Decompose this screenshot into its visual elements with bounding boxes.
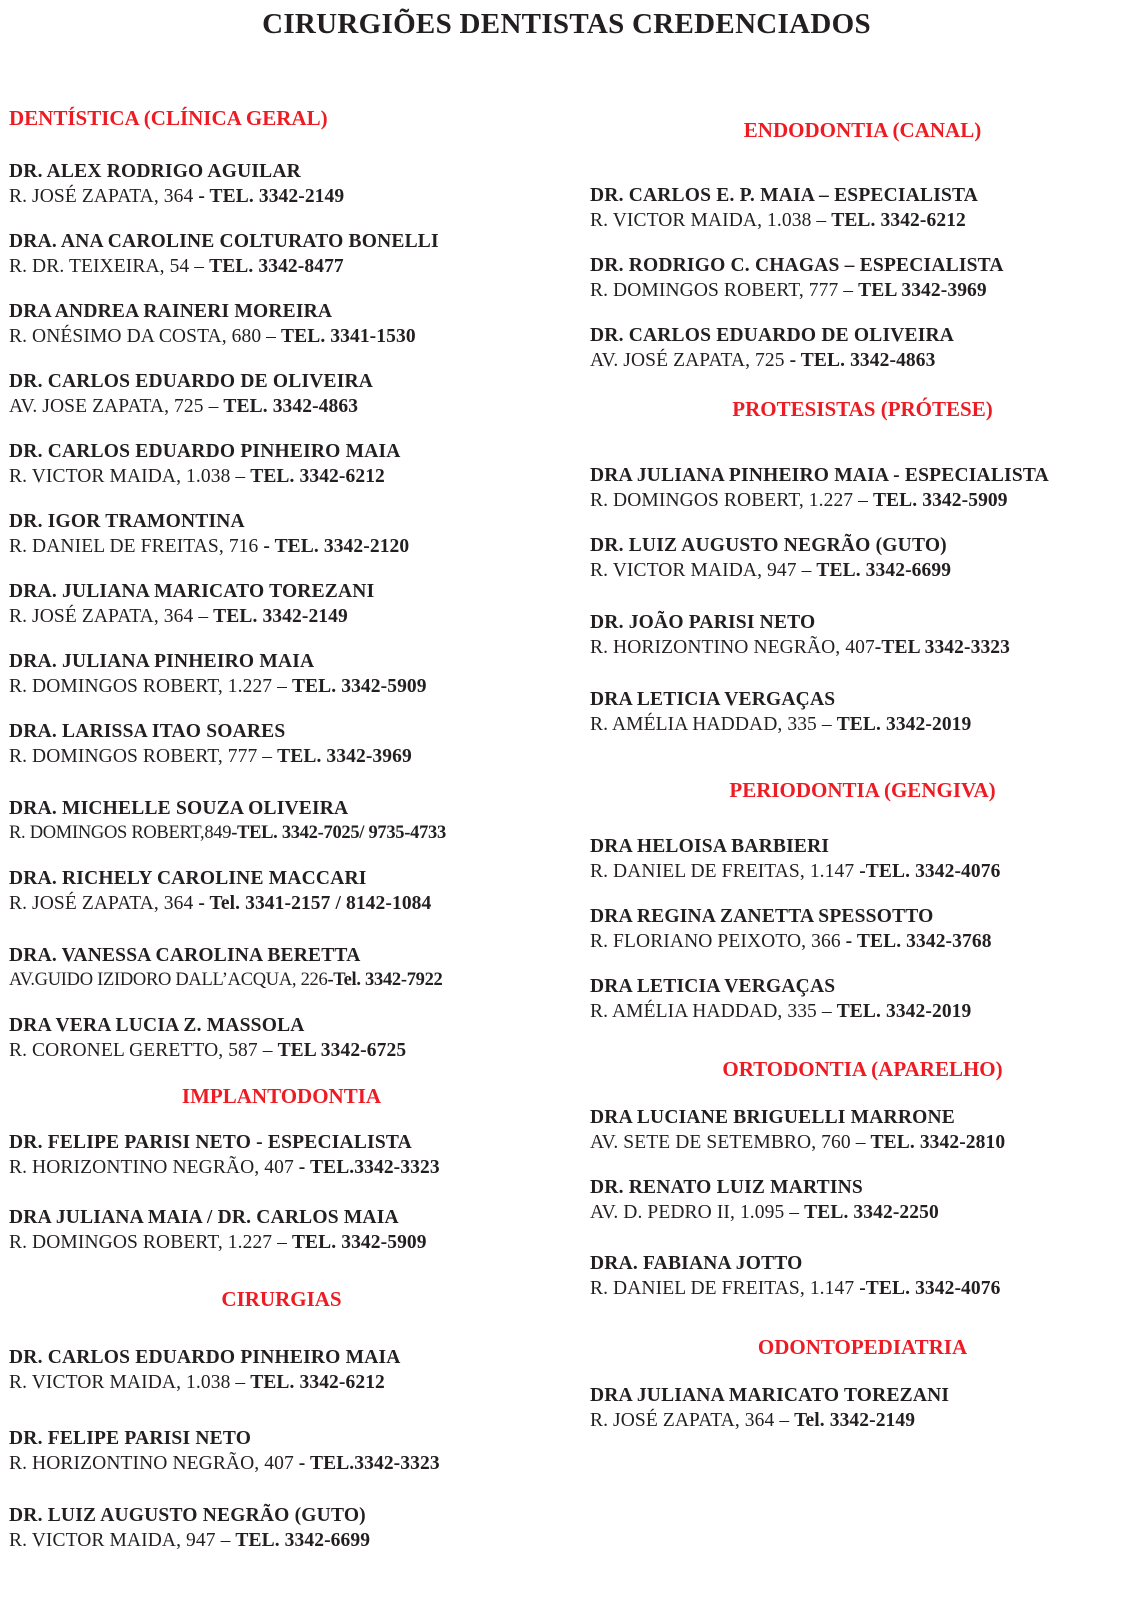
dentist-name: DRA. ANA CAROLINE COLTURATO BONELLI (9, 231, 439, 252)
dentist-address: R. DOMINGOS ROBERT, 1.227 – (590, 490, 873, 511)
dentist-entry (590, 1105, 1005, 1155)
tel-label: TEL. (281, 326, 331, 347)
dentist-phone: 3342-3768 (906, 931, 992, 952)
dentist-entry (9, 369, 373, 419)
tel-label: TEL (858, 280, 902, 301)
dentist-name: DRA. VANESSA CAROLINA BERETTA (9, 945, 361, 966)
dentist-name: DRA. MICHELLE SOUZA OLIVEIRA (9, 798, 349, 819)
dentist-address: R. JOSÉ ZAPATA, 364 (9, 893, 199, 914)
dentist-entry (9, 1013, 406, 1063)
dentist-name: DRA JULIANA PINHEIRO MAIA - ESPECIALISTA (590, 465, 1049, 486)
dentist-address: R. ONÉSIMO DA COSTA, 680 – (9, 326, 281, 347)
tel-label: - TEL. (263, 536, 324, 557)
tel-label: Tel. (794, 1410, 830, 1431)
tel-label: TEL. (816, 560, 866, 581)
dentist-address-line (590, 348, 954, 373)
tel-label: -TEL. (859, 1278, 916, 1299)
dentist-name: DR. LUIZ AUGUSTO NEGRÃO (GUTO) (9, 1505, 366, 1526)
dentist-phone: 3342-6212 (299, 1372, 385, 1393)
dentist-name: DRA LETICIA VERGAÇAS (590, 976, 836, 997)
dentist-address-line (9, 604, 374, 629)
dentist-address: R. DOMINGOS ROBERT, 777 – (9, 746, 278, 767)
dentist-phone: 3342-4863 (850, 350, 936, 371)
dentist-address: R. HORIZONTINO NEGRÃO, 407 (590, 637, 875, 658)
dentist-address: R. JOSÉ ZAPATA, 364 – (9, 606, 214, 627)
dentist-address-line (590, 929, 992, 954)
section-title-implantodontia: IMPLANTODONTIA (181, 1084, 382, 1108)
dentist-name: DRA ANDREA RAINERI MOREIRA (9, 301, 333, 322)
dentist-name: DR. CARLOS EDUARDO PINHEIRO MAIA (9, 1347, 401, 1368)
tel-label: TEL. (872, 490, 923, 511)
tel-label: TEL. (291, 1232, 342, 1253)
dentist-entry (590, 323, 954, 373)
dentist-address-line (590, 1130, 1005, 1155)
dentist-phone: 3342-7025/ 9735-4733 (281, 823, 446, 843)
dentist-address: R. DANIEL DE FREITAS, 1.147 (590, 1278, 860, 1299)
dentist-address: R. DOMINGOS ROBERT, 777 – (590, 280, 859, 301)
dentist-address: R. AMÉLIA HADDAD, 335 – (590, 1001, 837, 1022)
section-title-protesistas: PROTESISTAS (PRÓTESE) (732, 397, 993, 421)
dentist-name: DR. CARLOS EDUARDO PINHEIRO MAIA (9, 441, 401, 462)
dentist-name: DRA. RICHELY CAROLINE MACCARI (9, 868, 367, 889)
dentist-address-line (9, 1451, 440, 1476)
tel-label: TEL. (277, 746, 327, 767)
dentist-phone: 3342-6212 (299, 466, 385, 487)
dentist-entry (9, 579, 374, 629)
dentist-entry (590, 1251, 1000, 1301)
section-title-periodontia: PERIODONTIA (GENGIVA) (729, 778, 996, 802)
dentist-phone: 3342-2149 (258, 186, 345, 207)
tel-label: TEL. (836, 714, 886, 735)
tel-label: TEL. (213, 606, 263, 627)
dentist-name: DR. JOÃO PARISI NETO (590, 612, 816, 633)
dentist-entry (590, 834, 1000, 884)
dentist-address-line (590, 712, 971, 737)
dentist-address-line (9, 1155, 440, 1180)
tel-label: TEL. (804, 1202, 854, 1223)
dentist-address-line (590, 999, 971, 1024)
dentist-address-line (9, 1038, 406, 1063)
dentist-address: R. VICTOR MAIDA, 1.038 – (9, 466, 251, 487)
dentist-phone: 3342-4076 (915, 1278, 1001, 1299)
dentist-address: R. DANIEL DE FREITAS, 1.147 (590, 861, 860, 882)
dentist-entry (9, 866, 431, 916)
dentist-phone: 3342-6699 (284, 1530, 371, 1551)
dentist-address-line (9, 674, 427, 699)
dentist-name: DRA VERA LUCIA Z. MASSOLA (9, 1015, 305, 1036)
dentist-name: DRA JULIANA MARICATO TOREZANI (590, 1385, 950, 1406)
dentist-name: DRA. FABIANA JOTTO (590, 1253, 803, 1274)
dentist-address: R. DOMINGOS ROBERT, 1.227 – (9, 676, 292, 697)
dentist-address: R. DOMINGOS ROBERT, 1.227 – (9, 1232, 292, 1253)
dentist-address: R. JOSÉ ZAPATA, 364 (9, 186, 199, 207)
dentist-phone: 3342-3969 (901, 280, 987, 301)
tel-label: - TEL. (298, 1453, 355, 1474)
tel-label: - TEL. (845, 931, 907, 952)
dentist-entry (590, 533, 951, 583)
dentist-phone: 3342-3323 (354, 1157, 440, 1178)
dentist-phone: 3342-5909 (922, 490, 1008, 511)
dentist-address-line (9, 394, 373, 419)
dentist-address-line (9, 1230, 427, 1255)
dentist-address: R. VICTOR MAIDA, 1.038 – (590, 210, 832, 231)
dentist-address-line (590, 488, 1049, 513)
section-title-cirurgias: CIRURGIAS (221, 1287, 342, 1311)
dentist-name: DRA. LARISSA ITAO SOARES (9, 721, 286, 742)
dentist-address-line (9, 1370, 401, 1395)
section-title-odontopediatria: ODONTOPEDIATRIA (757, 1335, 968, 1359)
dentist-entry (9, 796, 446, 846)
dentist-phone: 3342-3323 (354, 1453, 440, 1474)
dentist-name: DR. LUIZ AUGUSTO NEGRÃO (GUTO) (590, 535, 947, 556)
dentist-phone: 3342-2019 (885, 1001, 972, 1022)
tel-label: -TEL. (231, 823, 282, 843)
dentist-entry (9, 1345, 401, 1395)
dentist-entry (9, 1426, 440, 1476)
dentist-entry (590, 904, 992, 954)
dentist-name: DR. CARLOS E. P. MAIA – ESPECIALISTA (590, 185, 979, 206)
dentist-address: AV. SETE DE SETEMBRO, 760 – (590, 1132, 871, 1153)
dentist-address-line (590, 1276, 1000, 1301)
tel-label: TEL. (250, 1372, 300, 1393)
tel-label: TEL. (223, 396, 273, 417)
dentist-phone: 3342-2149 (829, 1410, 916, 1431)
dentist-address: R. JOSÉ ZAPATA, 364 – (590, 1410, 795, 1431)
dentist-address-line (9, 464, 401, 489)
dentist-address: R. DANIEL DE FREITAS, 716 (9, 536, 264, 557)
dentist-entry (590, 687, 971, 737)
dentist-address-line (590, 278, 1004, 303)
dentist-entry (590, 183, 978, 233)
dentist-name: DR. RENATO LUIZ MARTINS (590, 1177, 863, 1198)
dentist-entry (590, 974, 971, 1024)
dentist-address-line (590, 1408, 949, 1433)
page-title: CIRURGIÕES DENTISTAS CREDENCIADOS (262, 8, 871, 40)
dentist-name: DR. FELIPE PARISI NETO - ESPECIALISTA (9, 1132, 412, 1153)
dentist-entry (9, 159, 344, 209)
dentist-address-line (9, 254, 439, 279)
section-title-ortodontia: ORTODONTIA (APARELHO) (722, 1057, 1003, 1081)
dentist-name: DR. IGOR TRAMONTINA (9, 511, 245, 532)
dentist-address-line (9, 324, 416, 349)
dentist-name: DR. FELIPE PARISI NETO (9, 1428, 252, 1449)
dentist-entry (590, 610, 1010, 660)
dentist-phone: 3341-2157 / 8142-1084 (245, 893, 432, 914)
dentist-phone: 3342-8477 (258, 256, 344, 277)
dentist-entry (9, 439, 401, 489)
tel-label: TEL (277, 1040, 321, 1061)
dentist-phone: 3342-2019 (885, 714, 972, 735)
tel-label: TEL. (836, 1001, 886, 1022)
dentist-address: R. VICTOR MAIDA, 1.038 – (9, 1372, 251, 1393)
dentist-address: AV. JOSÉ ZAPATA, 725 (590, 350, 790, 371)
dentist-entry (9, 229, 439, 279)
tel-label: TEL. (870, 1132, 920, 1153)
tel-label: - TEL. (198, 186, 259, 207)
dentist-name: DRA REGINA ZANETTA SPESSOTTO (590, 906, 934, 927)
dentist-entry (9, 299, 416, 349)
dentist-name: DR. ALEX RODRIGO AGUILAR (9, 161, 301, 182)
dentist-name: DR. RODRIGO C. CHAGAS – ESPECIALISTA (590, 255, 1004, 276)
dentist-address-line (9, 891, 431, 916)
dentist-phone: 3341-1530 (330, 326, 416, 347)
dentist-address-line (9, 534, 409, 559)
dentist-phone: 3342-5909 (341, 676, 427, 697)
dentist-phone: 3342-7922 (365, 970, 443, 990)
dentist-entry (9, 1205, 427, 1255)
dentist-name: DRA. JULIANA MARICATO TOREZANI (9, 581, 375, 602)
dentist-address: R. FLORIANO PEIXOTO, 366 (590, 931, 846, 952)
dentist-entry (9, 1503, 370, 1553)
section-title-dentistica: DENTÍSTICA (CLÍNICA GERAL) (9, 106, 328, 130)
tel-label: TEL. (235, 1530, 285, 1551)
dentist-phone: 3342-6212 (880, 210, 966, 231)
dentist-address: R. CORONEL GERETTO, 587 – (9, 1040, 278, 1061)
tel-label: TEL. (831, 210, 881, 231)
dentist-address: R. HORIZONTINO NEGRÃO, 407 (9, 1157, 299, 1178)
dentist-address: R. DR. TEIXEIRA, 54 – (9, 256, 210, 277)
dentist-entry (590, 253, 1004, 303)
dentist-name: DR. CARLOS EDUARDO DE OLIVEIRA (590, 325, 955, 346)
tel-label: -TEL (874, 637, 925, 658)
dentist-name: DRA LUCIANE BRIGUELLI MARRONE (590, 1107, 955, 1128)
dentist-address-line (9, 184, 344, 209)
dentist-phone: 3342-2120 (323, 536, 410, 557)
dentist-phone: 3342-5909 (341, 1232, 427, 1253)
tel-label: TEL. (250, 466, 300, 487)
dentist-phone: 3342-2250 (853, 1202, 939, 1223)
dentist-name: DR. CARLOS EDUARDO DE OLIVEIRA (9, 371, 374, 392)
dentist-phone: 3342-6699 (865, 560, 952, 581)
dentist-phone: 3342-4076 (915, 861, 1001, 882)
tel-label: TEL. (291, 676, 342, 697)
dentist-address-line (9, 744, 412, 769)
tel-label: -TEL. (859, 861, 916, 882)
dentist-address-line (590, 1200, 939, 1225)
dentist-phone: 3342-2149 (262, 606, 348, 627)
dentist-address-line (9, 968, 443, 993)
dentist-address: R. DOMINGOS ROBERT,849 (9, 823, 232, 843)
dentist-phone: 3342-4863 (272, 396, 359, 417)
dentist-phone: 3342-3323 (924, 637, 1011, 658)
dentist-entry (9, 1130, 440, 1180)
dentist-entry (9, 943, 443, 993)
dentist-address: R. HORIZONTINO NEGRÃO, 407 (9, 1453, 299, 1474)
dentist-address-line (9, 821, 446, 846)
tel-label: - TEL. (298, 1157, 355, 1178)
dentist-address: AV.GUIDO IZIDORO DALL’ACQUA, 226 (9, 970, 328, 990)
dentist-entry (590, 463, 1049, 513)
dentist-entry (9, 509, 409, 559)
tel-label: - Tel. (198, 893, 246, 914)
tel-label: -Tel. (327, 970, 366, 990)
dentist-name: DRA HELOISA BARBIERI (590, 836, 830, 857)
dentist-address-line (590, 859, 1000, 884)
dentist-address-line (590, 208, 978, 233)
dentist-address: R. VICTOR MAIDA, 947 – (9, 1530, 236, 1551)
section-title-endodontia: ENDODONTIA (CANAL) (743, 118, 982, 142)
dentist-entry (9, 649, 427, 699)
dentist-phone: 3342-2810 (919, 1132, 1006, 1153)
dentist-address: R. VICTOR MAIDA, 947 – (590, 560, 817, 581)
dentist-address-line (590, 635, 1010, 660)
dentist-entry (590, 1383, 949, 1433)
dentist-address: R. AMÉLIA HADDAD, 335 – (590, 714, 837, 735)
dentist-address: AV. D. PEDRO II, 1.095 – (590, 1202, 805, 1223)
tel-label: TEL. (209, 256, 259, 277)
dentist-name: DRA LETICIA VERGAÇAS (590, 689, 836, 710)
dentist-phone: 3342-3969 (326, 746, 412, 767)
dentist-address-line (9, 1528, 370, 1553)
dentist-address-line (590, 558, 951, 583)
tel-label: - TEL. (789, 350, 851, 371)
dentist-address: AV. JOSE ZAPATA, 725 – (9, 396, 224, 417)
dentist-entry (9, 719, 412, 769)
dentist-name: DRA JULIANA MAIA / DR. CARLOS MAIA (9, 1207, 399, 1228)
dentist-name: DRA. JULIANA PINHEIRO MAIA (9, 651, 315, 672)
dentist-entry (590, 1175, 939, 1225)
dentist-phone: 3342-6725 (320, 1040, 407, 1061)
